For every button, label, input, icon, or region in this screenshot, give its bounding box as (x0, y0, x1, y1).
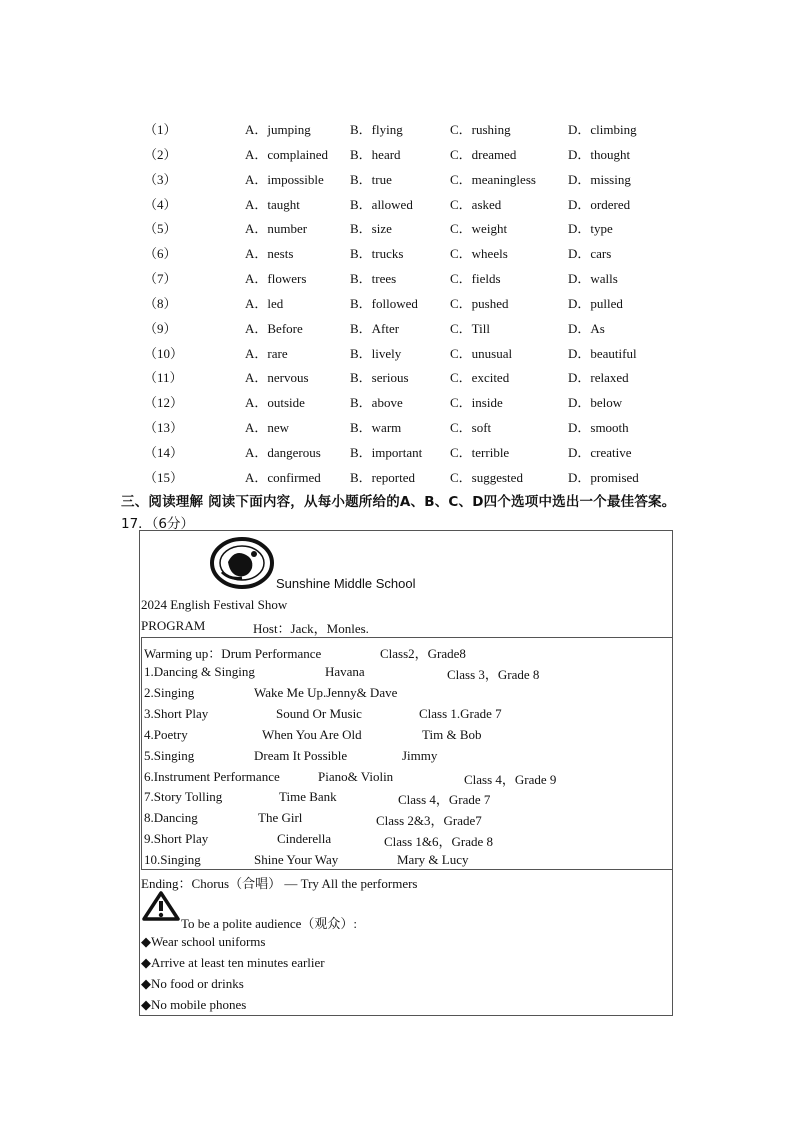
option-d: D．cars (568, 246, 612, 262)
option-b: B．warm (350, 420, 402, 436)
option-a: A．nervous (245, 370, 309, 386)
option-a: A．Before (245, 320, 303, 336)
option-d: D．beautiful (568, 345, 637, 361)
program-title: Piano& Violin (318, 768, 394, 784)
program-item: 10.Singing (144, 852, 201, 868)
option-c: C．wheels (450, 246, 508, 262)
option-a: A．outside (245, 395, 305, 411)
option-d: D．missing (568, 171, 631, 187)
program-list (141, 637, 673, 870)
option-row (140, 466, 700, 491)
option-c: C．suggested (450, 469, 523, 485)
option-b: B．reported (350, 469, 415, 485)
option-c: C．fields (450, 271, 501, 287)
option-c: C．unusual (450, 345, 513, 361)
program-performer: Class 4，Grade 9 (464, 771, 557, 787)
program-item: 2.Singing (144, 684, 195, 700)
program-performer: Class 2&3，Grade7 (376, 813, 482, 829)
rule-item: ◆No mobile phones (141, 997, 247, 1012)
program-item: 1.Dancing & Singing (144, 664, 255, 679)
option-d: D．below (568, 395, 623, 411)
option-d: D．pulled (568, 295, 623, 311)
program-performer: Tim & Bob (422, 726, 482, 742)
option-a: A．new (245, 420, 290, 436)
option-number: （2） (144, 146, 177, 162)
option-d: D．thought (568, 146, 631, 162)
option-row (140, 317, 700, 342)
option-c: C．dreamed (450, 146, 517, 162)
option-b: B．flying (350, 122, 403, 137)
option-b: B．true (350, 171, 392, 187)
option-row (140, 292, 700, 317)
section-heading: 三、阅读理解 阅读下面内容，从每小题所给的A、B、C、D四个选项中选出一个最佳答案。 (121, 494, 676, 510)
option-a: A．rare (245, 345, 288, 361)
program-title: The Girl (258, 810, 303, 826)
option-b: B．important (350, 444, 423, 460)
program-item: 6.Instrument Performance (144, 768, 280, 784)
option-c: C．excited (450, 370, 510, 386)
option-number: （3） (144, 171, 177, 187)
program-performer: Class 1&6，Grade 8 (384, 834, 494, 850)
option-c: C．terrible (450, 444, 510, 460)
option-c: C．pushed (450, 295, 509, 311)
option-number: （1） (144, 122, 177, 137)
option-number: （6） (144, 246, 177, 262)
option-row (140, 342, 700, 367)
program-item: 4.Poetry (144, 726, 188, 742)
rule-item: ◆Arrive at least ten minutes earlier (141, 955, 325, 970)
option-b: B．serious (350, 370, 409, 386)
program-performer: Class 4，Grade 7 (398, 792, 491, 808)
rule-item: ◆No food or drinks (141, 976, 244, 991)
school-logo-icon (210, 536, 274, 590)
program-title: Cinderella (277, 831, 332, 847)
option-c: C．rushing (450, 122, 511, 137)
option-b: B．followed (350, 295, 418, 311)
option-c: C．Till (450, 320, 490, 336)
option-d: D．As (568, 320, 605, 336)
option-row (140, 267, 700, 292)
option-d: D．creative (568, 444, 632, 460)
option-c: C．weight (450, 221, 508, 237)
option-b: B．lively (350, 345, 402, 361)
option-b: B．above (350, 395, 403, 411)
program-title: Dream It Possible (254, 747, 348, 763)
polite-heading: To be a polite audience（观众）: (181, 916, 357, 931)
program-title: Wake Me Up.Jenny& Dave (254, 684, 398, 700)
option-d: D．type (568, 221, 613, 237)
program-title: Shine Your Way (254, 852, 339, 868)
option-row (140, 441, 700, 466)
option-row (140, 416, 700, 441)
option-row (140, 391, 700, 416)
option-number: （10） (144, 345, 184, 361)
school-name: Sunshine Middle School (276, 576, 416, 591)
program-title: Sound Or Music (276, 705, 362, 721)
option-d: D．climbing (568, 122, 637, 137)
warmup-label: Warming up：Drum Performance (144, 646, 322, 661)
option-d: D．promised (568, 469, 639, 485)
option-b: B．After (350, 320, 400, 336)
ending-line: Ending：Chorus（合唱） — Try All the performers (141, 876, 418, 891)
option-number: （11） (144, 370, 183, 386)
program-performer: Jimmy (402, 747, 438, 763)
option-a: A．flowers (245, 271, 307, 287)
option-a: A．confirmed (245, 469, 321, 485)
option-number: （14） (144, 444, 184, 460)
option-c: C．inside (450, 395, 503, 411)
option-a: A．taught (245, 196, 300, 212)
show-title: 2024 English Festival Show (141, 597, 288, 612)
option-number: （12） (144, 395, 184, 411)
option-number: （5） (144, 221, 177, 237)
option-b: B．heard (350, 146, 401, 162)
option-a: A．complained (245, 146, 329, 162)
options-table (140, 118, 700, 491)
program-performer: Mary & Lucy (397, 852, 469, 868)
question-label: 17．（6分） (121, 516, 195, 532)
option-number: （8） (144, 295, 177, 311)
option-row (140, 143, 700, 168)
option-row (140, 217, 700, 242)
option-number: （13） (144, 420, 184, 436)
option-b: B．allowed (350, 196, 413, 212)
option-row (140, 118, 700, 143)
program-item: 7.Story Tolling (144, 789, 223, 805)
program-title: Time Bank (279, 789, 337, 805)
option-a: A．impossible (245, 171, 324, 187)
program-notice (139, 530, 673, 1016)
program-performer: Class 1.Grade 7 (419, 705, 502, 721)
option-number: （15） (144, 469, 184, 485)
host: Host：Jack，Monles. (253, 621, 369, 636)
program-item: 8.Dancing (144, 810, 198, 826)
option-d: D．ordered (568, 196, 631, 212)
option-d: D．smooth (568, 420, 629, 436)
program-label: PROGRAM (141, 618, 206, 633)
option-a: A．number (245, 221, 308, 237)
program-item: 3.Short Play (144, 705, 209, 721)
option-number: （7） (144, 271, 177, 287)
option-d: D．walls (568, 271, 618, 287)
option-c: C．asked (450, 196, 502, 212)
option-number: （9） (144, 320, 177, 336)
option-a: A．jumping (245, 122, 311, 137)
option-row (140, 366, 700, 391)
option-row (140, 242, 700, 267)
program-item: 9.Short Play (144, 831, 209, 847)
option-c: C．meaningless (450, 171, 536, 187)
program-item: 5.Singing (144, 747, 195, 763)
option-a: A．led (245, 295, 284, 311)
program-host-line (141, 618, 369, 636)
warmup-class: Class2，Grade8 (380, 646, 466, 661)
option-row (140, 168, 700, 193)
option-c: C．soft (450, 420, 492, 436)
option-b: B．trees (350, 271, 397, 287)
rule-item: ◆Wear school uniforms (141, 934, 266, 949)
option-b: B．size (350, 221, 392, 237)
option-a: A．dangerous (245, 444, 321, 460)
option-row (140, 193, 700, 218)
option-b: B．trucks (350, 246, 404, 262)
option-d: D．relaxed (568, 370, 629, 386)
program-title: When You Are Old (262, 726, 362, 742)
option-number: （4） (144, 196, 177, 212)
program-performer: Class 3，Grade 8 (447, 667, 540, 682)
warning-icon (142, 891, 180, 921)
option-a: A．nests (245, 246, 294, 262)
program-title: Havana (325, 664, 365, 679)
